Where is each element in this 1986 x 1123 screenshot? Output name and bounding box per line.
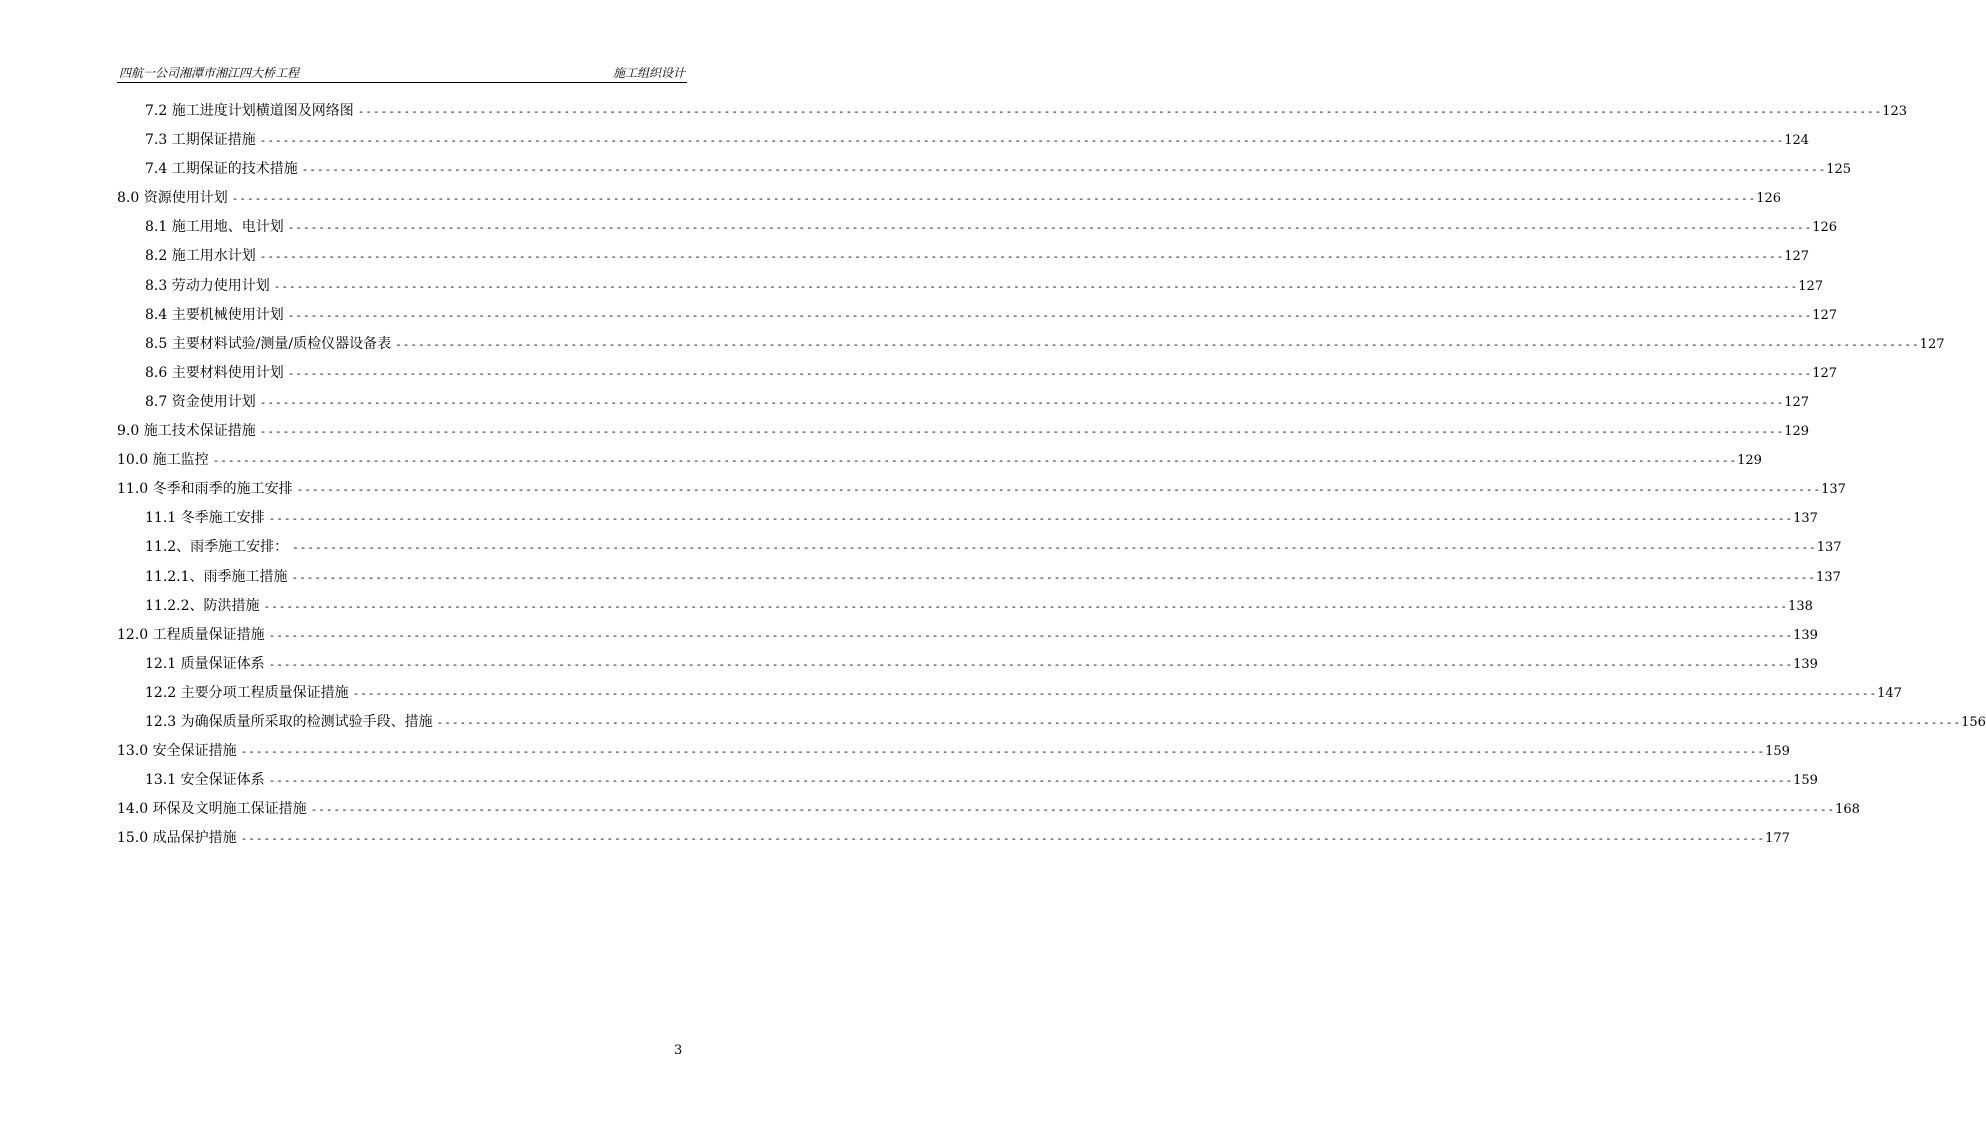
- toc-entry-page: 159: [1765, 744, 1790, 760]
- toc-dot-leader: --------------------------------------------------------------------------------------------------------------------------------------------------------------------------------------------------------: [357, 105, 1883, 118]
- toc-entry-page: 127: [1812, 307, 1838, 323]
- toc-dot-leader: --------------------------------------------------------------------------------------------------------------------------------------------------------------------------------------------------------: [287, 221, 1813, 235]
- toc-dot-leader: --------------------------------------------------------------------------------------------------------------------------------------------------------------------------------------------------------: [310, 803, 1836, 817]
- page-number: 3: [674, 1043, 683, 1058]
- toc-entry[interactable]: [117, 679, 1902, 708]
- toc-entry-title: 7.2 施工进度计划横道图及网络图: [145, 103, 354, 119]
- toc-entry[interactable]: [117, 213, 1838, 242]
- toc-dot-leader: --------------------------------------------------------------------------------------------------------------------------------------------------------------------------------------------------------: [259, 395, 1785, 409]
- toc-entry-page: 127: [1919, 336, 1945, 352]
- toc-entry[interactable]: [117, 155, 1852, 184]
- toc-entry-page: 147: [1877, 685, 1902, 701]
- toc-entry[interactable]: [117, 824, 1790, 853]
- toc-entry-title: 7.4 工期保证的技术措施: [145, 161, 298, 178]
- toc-dot-leader: --------------------------------------------------------------------------------------------------------------------------------------------------------------------------------------------------------: [259, 425, 1785, 439]
- toc-entry-title: 11.2.1、雨季施工措施: [145, 568, 288, 585]
- toc-entry[interactable]: [117, 446, 1762, 475]
- toc-dot-leader: --------------------------------------------------------------------------------------------------------------------------------------------------------------------------------------------------------: [268, 628, 1794, 642]
- toc-entry-page: 123: [1882, 104, 1908, 119]
- toc-dot-leader: --------------------------------------------------------------------------------------------------------------------------------------------------------------------------------------------------------: [291, 570, 1817, 584]
- toc-entry[interactable]: [117, 766, 1818, 795]
- toc-dot-leader: --------------------------------------------------------------------------------------------------------------------------------------------------------------------------------------------------------: [259, 250, 1785, 264]
- toc-entry[interactable]: [117, 475, 1846, 504]
- toc-entry[interactable]: [117, 126, 1810, 155]
- toc-entry[interactable]: [117, 184, 1782, 213]
- toc-entry-page: 125: [1826, 162, 1852, 178]
- toc-entry-page: 129: [1737, 453, 1762, 469]
- header-document-type: 施工组织设计: [612, 66, 685, 80]
- toc-entry[interactable]: [117, 563, 1841, 592]
- toc-dot-leader: --------------------------------------------------------------------------------------------------------------------------------------------------------------------------------------------------------: [273, 279, 1799, 293]
- toc-entry[interactable]: [117, 708, 1986, 737]
- toc-entry-title: 8.5 主要材料试验/测量/质检仪器设备表: [145, 335, 392, 352]
- toc-entry-page: 177: [1765, 831, 1790, 847]
- toc-entry-title: 8.1 施工用地、电计划: [145, 219, 284, 236]
- toc-entry-title: 12.0 工程质量保证措施: [117, 626, 265, 643]
- toc-entry-title: 8.0 资源使用计划: [117, 190, 228, 207]
- toc-entry-title: 7.3 工期保证措施: [145, 132, 256, 149]
- toc-entry[interactable]: [117, 650, 1818, 679]
- toc-entry[interactable]: [117, 737, 1790, 766]
- toc-entry-page: 159: [1793, 773, 1818, 789]
- toc-dot-leader: --------------------------------------------------------------------------------------------------------------------------------------------------------------------------------------------------------: [352, 686, 1878, 700]
- toc-entry-title: 12.3 为确保质量所采取的检测试验手段、措施: [145, 713, 433, 730]
- toc-entry-page: 138: [1788, 598, 1813, 614]
- header-project-title: 四航一公司湘潭市湘江四大桥工程: [119, 66, 300, 80]
- toc-dot-leader: --------------------------------------------------------------------------------------------------------------------------------------------------------------------------------------------------------: [212, 454, 1738, 468]
- toc-entry-page: 139: [1793, 656, 1818, 672]
- toc-entry-page: 127: [1812, 365, 1838, 381]
- toc-entry-page: 137: [1821, 482, 1846, 498]
- toc-entry[interactable]: [117, 272, 1824, 301]
- toc-entry-title: 8.3 劳动力使用计划: [145, 277, 270, 294]
- toc-entry[interactable]: [117, 533, 1842, 562]
- toc-entry-page: 127: [1798, 278, 1824, 294]
- toc-entry-page: 126: [1812, 220, 1838, 236]
- toc-entry-page: 124: [1784, 133, 1810, 149]
- toc-entry-page: 137: [1816, 540, 1842, 556]
- toc-dot-leader: --------------------------------------------------------------------------------------------------------------------------------------------------------------------------------------------------------: [287, 366, 1813, 380]
- toc-entry-page: 137: [1793, 511, 1818, 527]
- toc-dot-leader: --------------------------------------------------------------------------------------------------------------------------------------------------------------------------------------------------------: [240, 832, 1766, 846]
- toc-dot-leader: --------------------------------------------------------------------------------------------------------------------------------------------------------------------------------------------------------: [287, 308, 1813, 322]
- toc-entry-title: 8.4 主要机械使用计划: [145, 306, 284, 323]
- toc-dot-leader: --------------------------------------------------------------------------------------------------------------------------------------------------------------------------------------------------------: [240, 745, 1766, 759]
- toc-entry-title: 8.7 资金使用计划: [145, 393, 256, 410]
- toc-dot-leader: --------------------------------------------------------------------------------------------------------------------------------------------------------------------------------------------------------: [395, 337, 1920, 351]
- toc-entry[interactable]: [117, 795, 1860, 824]
- toc-entry-page: 168: [1835, 802, 1860, 818]
- toc-entry-page: 137: [1816, 569, 1841, 585]
- toc-entry[interactable]: [117, 301, 1838, 330]
- toc-entry-page: 127: [1784, 249, 1810, 265]
- toc-entry[interactable]: [117, 242, 1810, 271]
- toc-entry-title: 9.0 施工技术保证措施: [117, 423, 256, 440]
- toc-entry-page: 139: [1793, 627, 1818, 643]
- toc-entry-title: 13.1 安全保证体系: [145, 772, 265, 789]
- toc-dot-leader: --------------------------------------------------------------------------------------------------------------------------------------------------------------------------------------------------------: [268, 657, 1794, 671]
- toc-entry[interactable]: [117, 388, 1810, 417]
- toc-entry-title: 11.2、雨季施工安排：: [145, 539, 289, 556]
- toc-entry[interactable]: [117, 97, 1908, 126]
- toc-entry-title: 15.0 成品保护措施: [117, 830, 237, 847]
- toc-entry-title: 14.0 环保及文明施工保证措施: [117, 801, 307, 818]
- toc-dot-leader: --------------------------------------------------------------------------------------------------------------------------------------------------------------------------------------------------------: [436, 715, 1962, 729]
- toc-entry-title: 8.2 施工用水计划: [145, 248, 256, 265]
- toc-dot-leader: --------------------------------------------------------------------------------------------------------------------------------------------------------------------------------------------------------: [259, 134, 1785, 148]
- toc-entry-title: 10.0 施工监控: [117, 452, 209, 469]
- toc-dot-leader: --------------------------------------------------------------------------------------------------------------------------------------------------------------------------------------------------------: [292, 541, 1817, 555]
- toc-entry[interactable]: [117, 330, 1945, 359]
- toc-entry[interactable]: [117, 504, 1818, 533]
- toc-entry[interactable]: [117, 592, 1813, 621]
- toc-entry-page: 126: [1756, 191, 1782, 207]
- toc-entry-title: 12.1 质量保证体系: [145, 655, 265, 672]
- toc-entry-title: 13.0 安全保证措施: [117, 743, 237, 760]
- toc-entry-title: 11.1 冬季施工安排: [145, 510, 265, 527]
- toc-entry-page: 127: [1784, 394, 1810, 410]
- toc-entry-title: 11.2.2、防洪措施: [145, 597, 260, 614]
- toc-entry[interactable]: [117, 621, 1818, 650]
- toc-dot-leader: --------------------------------------------------------------------------------------------------------------------------------------------------------------------------------------------------------: [231, 192, 1757, 206]
- toc-dot-leader: --------------------------------------------------------------------------------------------------------------------------------------------------------------------------------------------------------: [263, 599, 1789, 613]
- toc-dot-leader: --------------------------------------------------------------------------------------------------------------------------------------------------------------------------------------------------------: [301, 163, 1827, 177]
- toc-entry[interactable]: [117, 359, 1838, 388]
- toc-entry-page: 156: [1961, 714, 1986, 730]
- toc-dot-leader: --------------------------------------------------------------------------------------------------------------------------------------------------------------------------------------------------------: [268, 774, 1794, 788]
- table-of-contents: [117, 97, 1986, 853]
- toc-dot-leader: --------------------------------------------------------------------------------------------------------------------------------------------------------------------------------------------------------: [296, 483, 1822, 497]
- toc-entry-title: 11.0 冬季和雨季的施工安排: [117, 481, 293, 498]
- toc-entry-title: 12.2 主要分项工程质量保证措施: [145, 684, 349, 701]
- toc-entry-title: 8.6 主要材料使用计划: [145, 364, 284, 381]
- toc-dot-leader: --------------------------------------------------------------------------------------------------------------------------------------------------------------------------------------------------------: [268, 512, 1794, 526]
- toc-entry-page: 129: [1784, 424, 1810, 440]
- toc-entry[interactable]: [117, 417, 1810, 446]
- page-header: [117, 62, 687, 83]
